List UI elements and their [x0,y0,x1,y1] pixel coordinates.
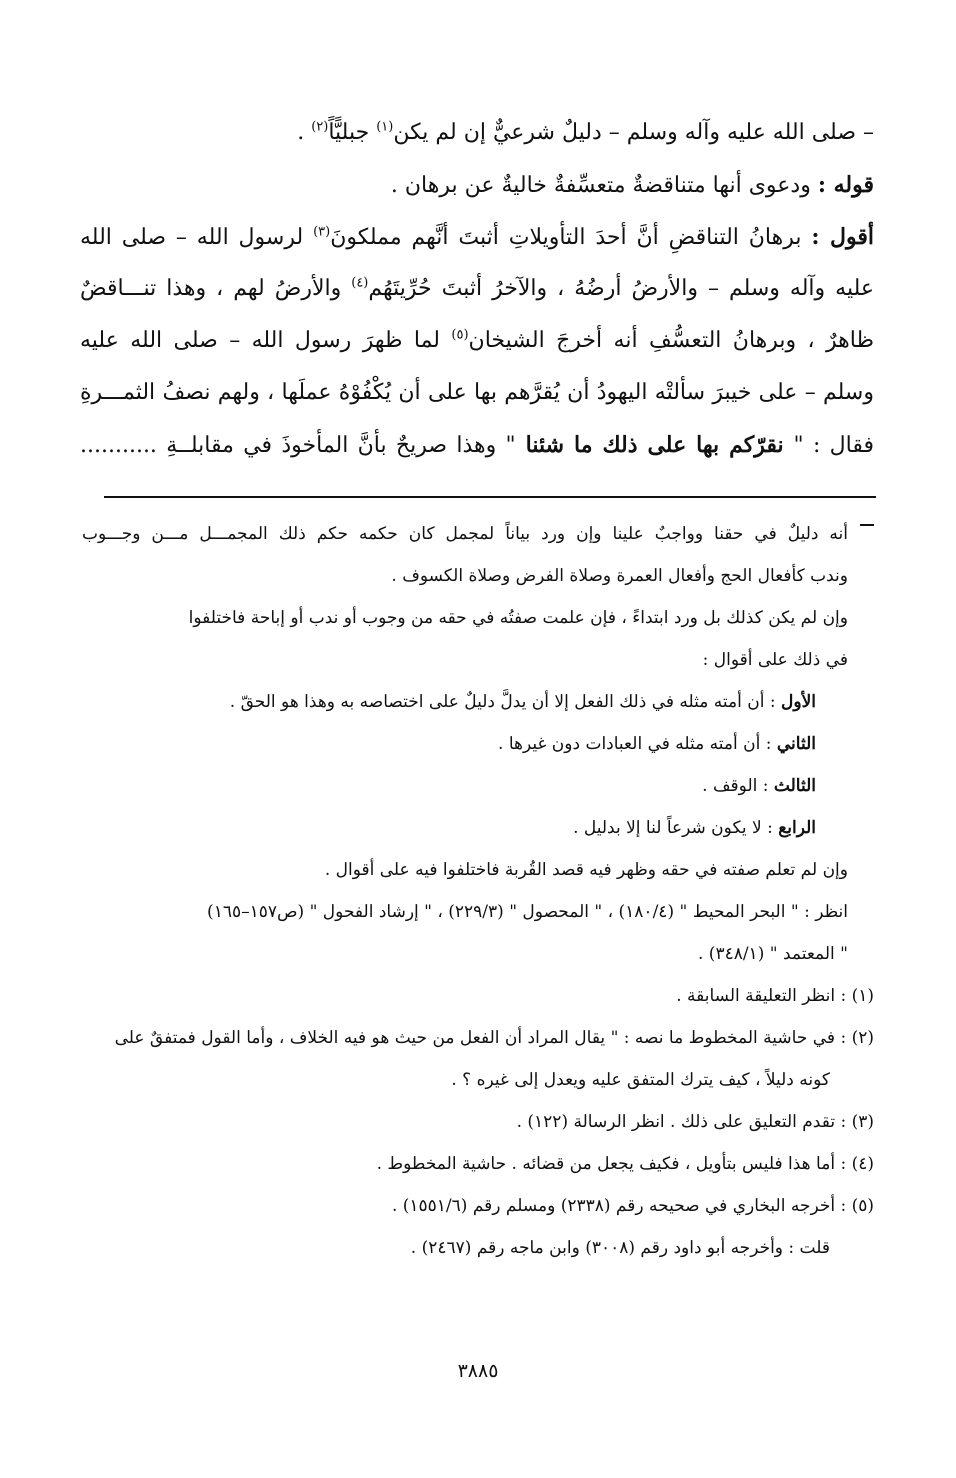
footnote-text: قلت : وأخرجه أبو داود رقم (٣٠٠٨) وابن ماجه رقم (٢٤٦٧) . [410,1238,830,1258]
continuation-dash [860,524,874,526]
footnote-text: : لا يكون شرعاً لنا إلا بدليل . [573,818,779,838]
footnote-text: : أن أمته مثله في العبادات دون غيرها . [498,734,777,754]
main-text-line-4 [80,266,874,312]
footnote-line-1 [82,514,848,554]
footnote-line-6 [498,724,816,764]
footnote-2 [115,1018,874,1058]
main-text: عليه وآله وسلم – والأرضُ أرضُهُ ، والآخرُ أثبتَ حُرِّيتَهُم [368,276,874,301]
footnote-ref-4[interactable]: (٤) [351,275,369,291]
footnote-text: في ذلك على أقوال : [702,650,848,670]
main-text: برهانُ التناقضِ أنَّ أحدَ التأويلاتِ أثبتَ أنَّهم مملكونَ [330,225,812,250]
section-label-aqool: أقول : [811,224,874,250]
main-text: ظاهرٌ ، وبرهانُ التعسُّفِ أنه أخرجَ الشيخان [468,328,874,353]
main-text: فقال : " [793,433,874,458]
footnote-ref-2[interactable]: (٢) [311,119,329,135]
main-text-line-6 [80,370,874,416]
footnote-label: الأول [781,692,816,712]
main-text: " وهذا صريحٌ بأنَّ المأخوذَ في مقابلــةِ ........... [80,433,516,458]
footnote-3 [517,1102,874,1142]
footnote-line-2 [391,556,848,596]
main-text: لما ظهرَ رسول الله – صلى الله عليه [80,328,441,353]
footnote-line-8 [573,808,816,848]
footnote-5-cont [411,1228,830,1268]
footnote-text: (٣) : تقدم التعليق على ذلك . انظر الرسالة (١٢٢) . [516,1112,874,1132]
main-text-line-1 [80,110,874,156]
footnote-ref-3[interactable]: (٣) [313,224,331,240]
footnote-ref-5[interactable]: (٥) [451,327,469,343]
footnote-text: (٤) : أما هذا فليس بتأويل ، فكيف يجعل من قضائه . حاشية المخطوط . [376,1154,874,1174]
footnote-text: أنه دليلٌ في حقنا وواجبٌ علينا وإن ورد بياناً لمجمل كان حكمه حكم ذلك المجمـــل مـــن وجـــوب [82,524,848,544]
footnote-2-cont [451,1060,830,1100]
footnote-text: (٢) : في حاشية المخطوط ما نصه : " يقال المراد أن الفعل من حيث هو فيه الخلاف ، وأما القول فمتفقٌ على [114,1028,874,1048]
footnote-label: الثاني [776,734,816,754]
footnote-ref-1[interactable]: (١) [376,119,394,135]
main-text: جبليًّاً [328,120,377,145]
footnote-line-3 [189,598,848,638]
main-text: . [297,120,312,145]
footnote-text: : الوقف . [702,776,774,796]
main-text: والأرضُ لهم ، وهذا تنـــاقضٌ [80,276,352,301]
footnote-5 [392,1186,874,1226]
footnote-text: وندب كأفعال الحج وأفعال العمرة وصلاة الفرض وصلاة الكسوف . [391,566,848,586]
main-text-line-7 [80,422,874,468]
footnote-line-7 [702,766,816,806]
footnote-text: كونه دليلاً ، كيف يترك المتفق عليه ويعدل إلى غيره ؟ . [451,1070,830,1090]
footnote-text: (١) : انظر التعليقة السابقة . [676,986,874,1006]
footnote-line-9 [325,850,848,890]
main-text: ودعوى أنها متناقضةٌ متعسِّفةٌ خاليةٌ عن برهان . [390,173,818,198]
footnote-label: الثالث [773,776,816,796]
footnote-text: (٥) : أخرجه البخاري في صحيحه رقم (٢٣٣٨) ومسلم رقم (١٥٥١/٦) . [391,1196,874,1216]
footnote-1 [676,976,874,1016]
footnote-4 [377,1144,874,1184]
footnote-line-5 [230,682,816,722]
footnote-line-11 [698,934,848,974]
footnote-separator [104,496,876,498]
footnote-text: " المعتمد " (٣٤٨/١) . [697,944,848,964]
main-text-line-3 [80,214,874,260]
page-number: ٣٨٨٥ [457,1360,499,1382]
footnote-text: وإن لم يكن كذلك بل ورد ابتداءً ، فإن علمت صفتُه في حقه من وجوب أو ندب أو إباحة فاختلفوا [188,608,848,628]
main-text: وسلم – على خيبرَ سألتْه اليهودُ أن يُقرَّهم بها على أن يُكْفُوْهُ عملَها ، ولهم نصفُ الثمـــرةِ [80,380,874,405]
footnote-label: الرابع [778,818,816,838]
main-text-line-2 [80,162,874,208]
footnote-line-4 [703,640,848,680]
footnote-text: وإن لم تعلم صفته في حقه وظهر فيه قصد القُربة فاختلفوا فيه على أقوال . [324,860,848,880]
section-label-qawluh: قوله : [817,172,874,198]
footnote-text: : أن أمته مثله في ذلك الفعل إلا أن يدلَّ دليلٌ على اختصاصه به وهذا هو الحقّ . [229,692,782,712]
quoted-hadith-bold: نقرّكم بها على ذلك ما شئنا [515,432,794,458]
footnote-line-10 [207,892,848,932]
main-text-line-5 [80,318,874,364]
main-text: لرسول الله – صلى الله [80,225,314,250]
footnote-text: انظر : " البحر المحيط " (١٨٠/٤) ، " المحصول " (٢٢٩/٣) ، " إرشاد الفحول " (ص١٥٧–١٦٥) [207,902,848,922]
main-text: – صلى الله عليه وآله وسلم – دليلٌ شرعيٌّ إن لم يكن [393,120,874,145]
